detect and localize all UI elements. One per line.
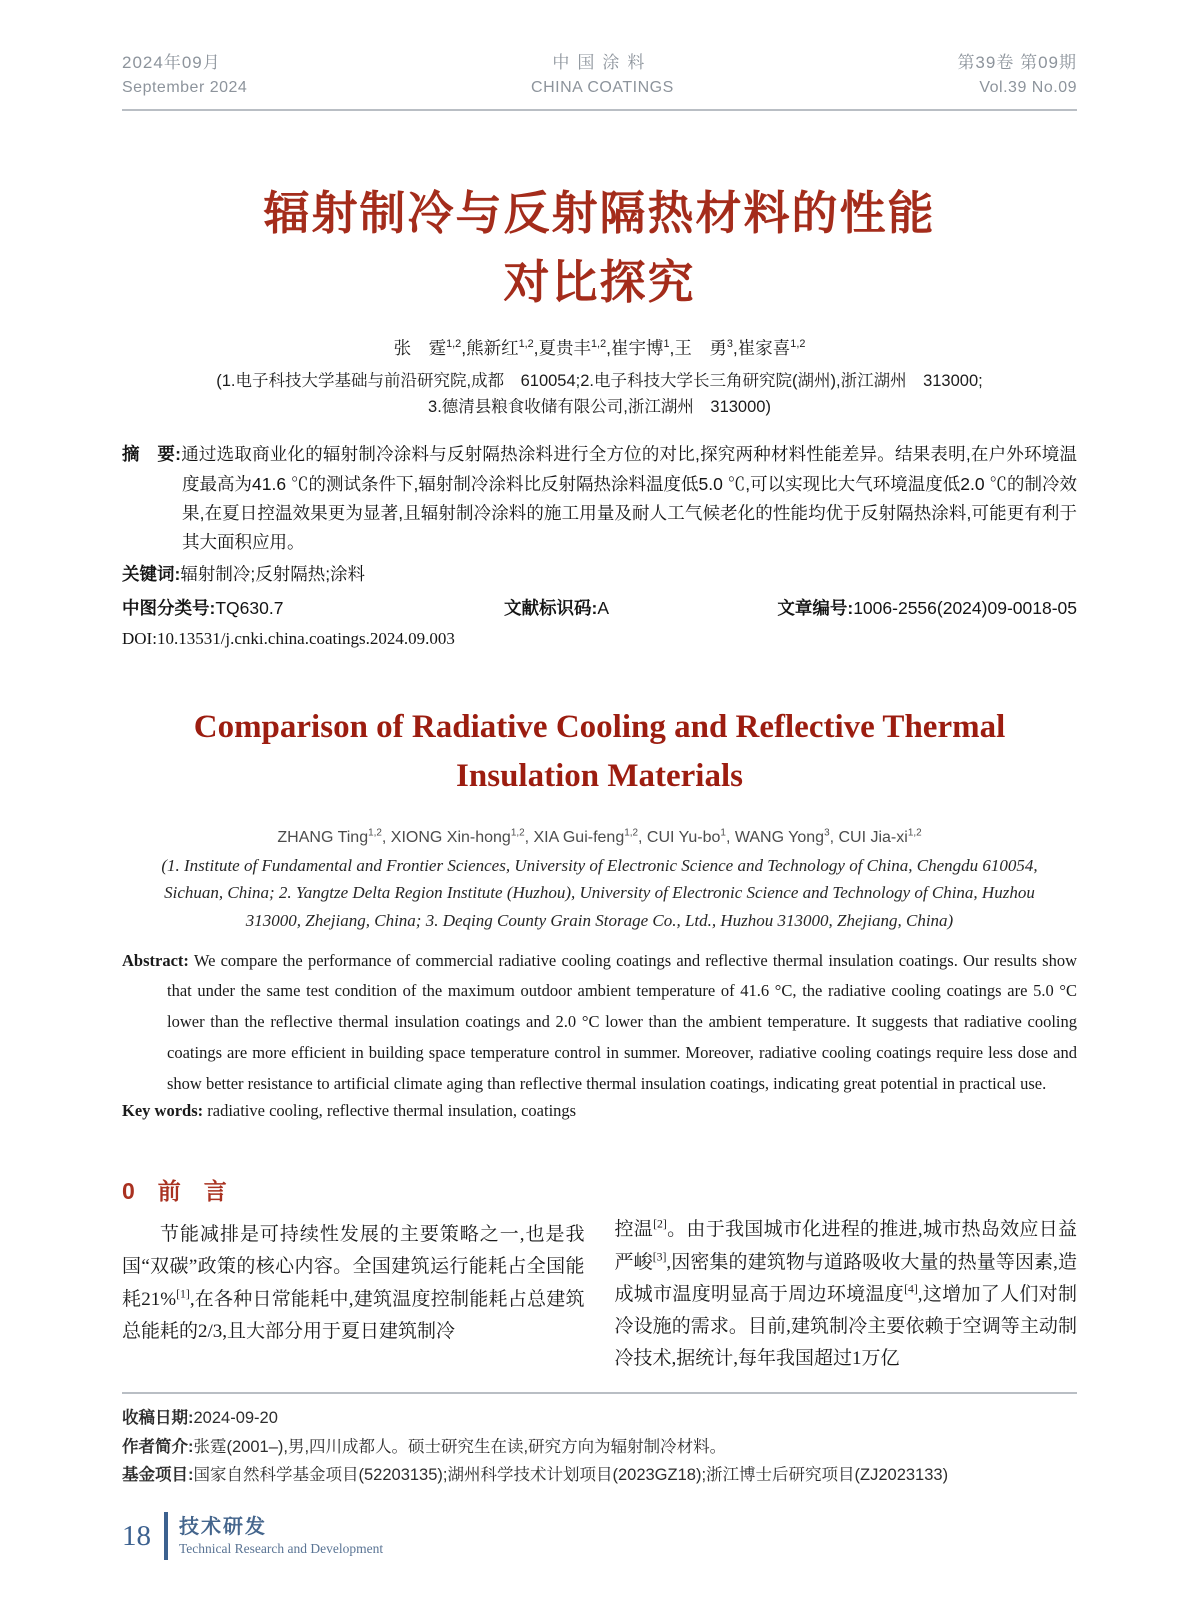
body-column-left [122,1177,585,1375]
clc-number [122,595,504,620]
article-id-value: 1006-2556(2024)09-0018-05 [853,597,1077,618]
body-columns [122,1177,1077,1375]
footnote-funding-text: 国家自然科学基金项目(52203135);湖州科学技术计划项目(2023GZ18);浙江博士后研究项目(ZJ2023133) [193,1466,949,1485]
article-title-cn-line1: 辐射制冷与反射隔热材料的性能 [263,186,936,239]
authors-en: ZHANG Ting$^{1,2}$, XIONG Xin-hong$^{1,2}$, XIA Gui-feng$^{1,2}$, CUI $Yu-bo^1$, WANG Yong$^3$, CUI Jia-xi$^{1,2}$ [277,827,922,847]
running-head [122,50,1077,111]
issue-en: Vol.39 No.09 [979,78,1077,96]
abstract-cn-label: 摘 要: [122,444,181,465]
date-cn: 2024年09月 [122,53,221,72]
footnote-author-bio-label: 作者简介: [122,1437,194,1456]
article-title-cn-line2: 对比探究 [503,255,696,308]
abstract-en [122,946,1077,1099]
body-column-right [615,1177,1078,1375]
footnote-author-bio [122,1433,1077,1462]
document-code-value: A [597,597,610,618]
footer-divider-bar [164,1512,168,1560]
abstract-en-label: Abstract: [122,950,189,970]
footer-section-en: Technical Research and Development [179,1541,384,1556]
section-0-paragraph-right: 控温[2]。由于我国城市化进程的推进,城市热岛效应日益严峻[3],因密集的建筑物与道路吸收大量的热量等因素,造成城市温度明显高于周边环境温度[4],这增加了人们对制冷设施的需求。目前,建筑制冷主要依赖于空调等主动制冷技术,据统计,每年我国超过1万亿 [614,1217,1077,1370]
document-code [504,595,777,620]
keywords-cn-text: 辐射制冷;反射隔热;涂料 [180,563,366,584]
running-head-date [122,50,247,100]
footnote-received-text: 2024-09-20 [193,1408,278,1427]
journal-name-cn: 中国涂料 [552,53,653,72]
article-title-en-line1: Comparison of Radiative Cooling and Reflective Thermal [193,708,1006,745]
running-head-journal [531,50,674,100]
issue-cn: 第39卷 第09期 [957,53,1077,72]
article-title-en-line2: Insulation Materials [456,758,743,795]
doi: DOI:10.13531/j.cnki.china.coatings.2024.09.003 [122,628,455,648]
section-0-heading: 0 前 言 [122,1178,227,1205]
footer-section-cn: 技术研发 [179,1516,267,1538]
keywords-en-text: radiative cooling, reflective thermal insulation, coatings [207,1101,577,1121]
abstract-en-text: We compare the performance of commercial radiative cooling coatings and reflective thermal insulation coatings. Our results show that under the same test condition of the maximum outdoor ambient temperature of 41.6 °C, the radiative cooling coatings are 5.0 °C lower than the reflective thermal insulation coatings and 2.0 °C lower than the ambient temperature. It suggests that radiative cooling coatings are more efficient in building space temperature control in summer. Moreover, radiative cooling coatings require less dose and show better resistance to artificial climate aging than reflective thermal insulation coatings, indicating great potential in practical use. [167,950,1078,1093]
footnote-funding-label: 基金项目: [122,1466,194,1485]
footnote-received-date [122,1404,1077,1433]
footer-section-name [179,1515,383,1557]
affiliations-en: (1. Institute of Fundamental and Frontier Sciences, University of Electronic Science and Technology of China, Chengdu 610054, Sichuan, China; 2. Yangtze Delta Region Institute (Huzhou), University of Electronic Science and Technology of China, Huzhou 313000, Zhejiang, China; 3. Deqing County Grain Storage Co., Ltd., Huzhou 313000, Zhejiang, China) [161,856,1038,930]
article-id-label: 文章编号: [777,597,854,618]
authors-cn: 张 霆$^{1,2}$,熊新红$^{1,2}$,夏贵丰$^{1,2}$,崔宇博$^1$,王 勇$^3$,崔家喜$^{1,2}$ [393,337,806,358]
keywords-en [122,1101,1077,1121]
clc-value: TQ630.7 [215,597,284,618]
clc-label: 中图分类号: [122,597,216,618]
date-en: September 2024 [122,78,248,96]
affiliation-cn-line2: 3.德清县粮食收储有限公司,浙江湖州 313000) [428,397,771,416]
affiliations-cn [122,368,1077,421]
footnote-block [122,1392,1077,1491]
footnote-author-bio-text: 张霆(2001–),男,四川成都人。硕士研究生在读,研究方向为辐射制冷材料。 [193,1437,727,1456]
classification-row [122,595,1077,620]
article-title-cn [122,179,1077,317]
keywords-cn-label: 关键词: [122,563,181,584]
article-title-en [122,703,1077,802]
page-number: 18 [122,1519,151,1552]
keywords-cn [122,561,1077,586]
footnote-received-label: 收稿日期: [122,1408,194,1427]
running-head-issue [957,50,1077,100]
affiliation-cn-line1: (1.电子科技大学基础与前沿研究院,成都 610054;2.电子科技大学长三角研究院(湖州),浙江湖州 313000; [216,371,983,390]
abstract-cn-text: 通过选取商业化的辐射制冷涂料与反射隔热涂料进行全方位的对比,探究两种材料性能差异。结果表明,在户外环境温度最高为41.6 ℃的测试条件下,辐射制冷涂料比反射隔热涂料温度低5.0 ℃,可以实现比大气环境温度低2.0 ℃的制冷效果,在夏日控温效果更为显著,且辐射制冷涂料的施工用量及耐人工气候老化的性能均优于反射隔热涂料,可能更有利于其大面积应用。 [180,444,1077,553]
document-code-label: 文献标识码: [504,597,598,618]
article-id [777,595,1077,620]
footnote-funding [122,1461,1077,1490]
journal-name-en: CHINA COATINGS [531,78,674,96]
keywords-en-label: Key words: [122,1101,204,1121]
page-footer [122,1512,383,1560]
abstract-cn [122,440,1077,558]
section-0-paragraph-left: 节能减排是可持续性发展的主要策略之一,也是我国“双碳”政策的核心内容。全国建筑运行能耗占全国能耗21%[1],在各种日常能耗中,建筑温度控制能耗占总建筑总能耗的2/3,且大部分用于夏日建筑制冷 [122,1224,585,1342]
